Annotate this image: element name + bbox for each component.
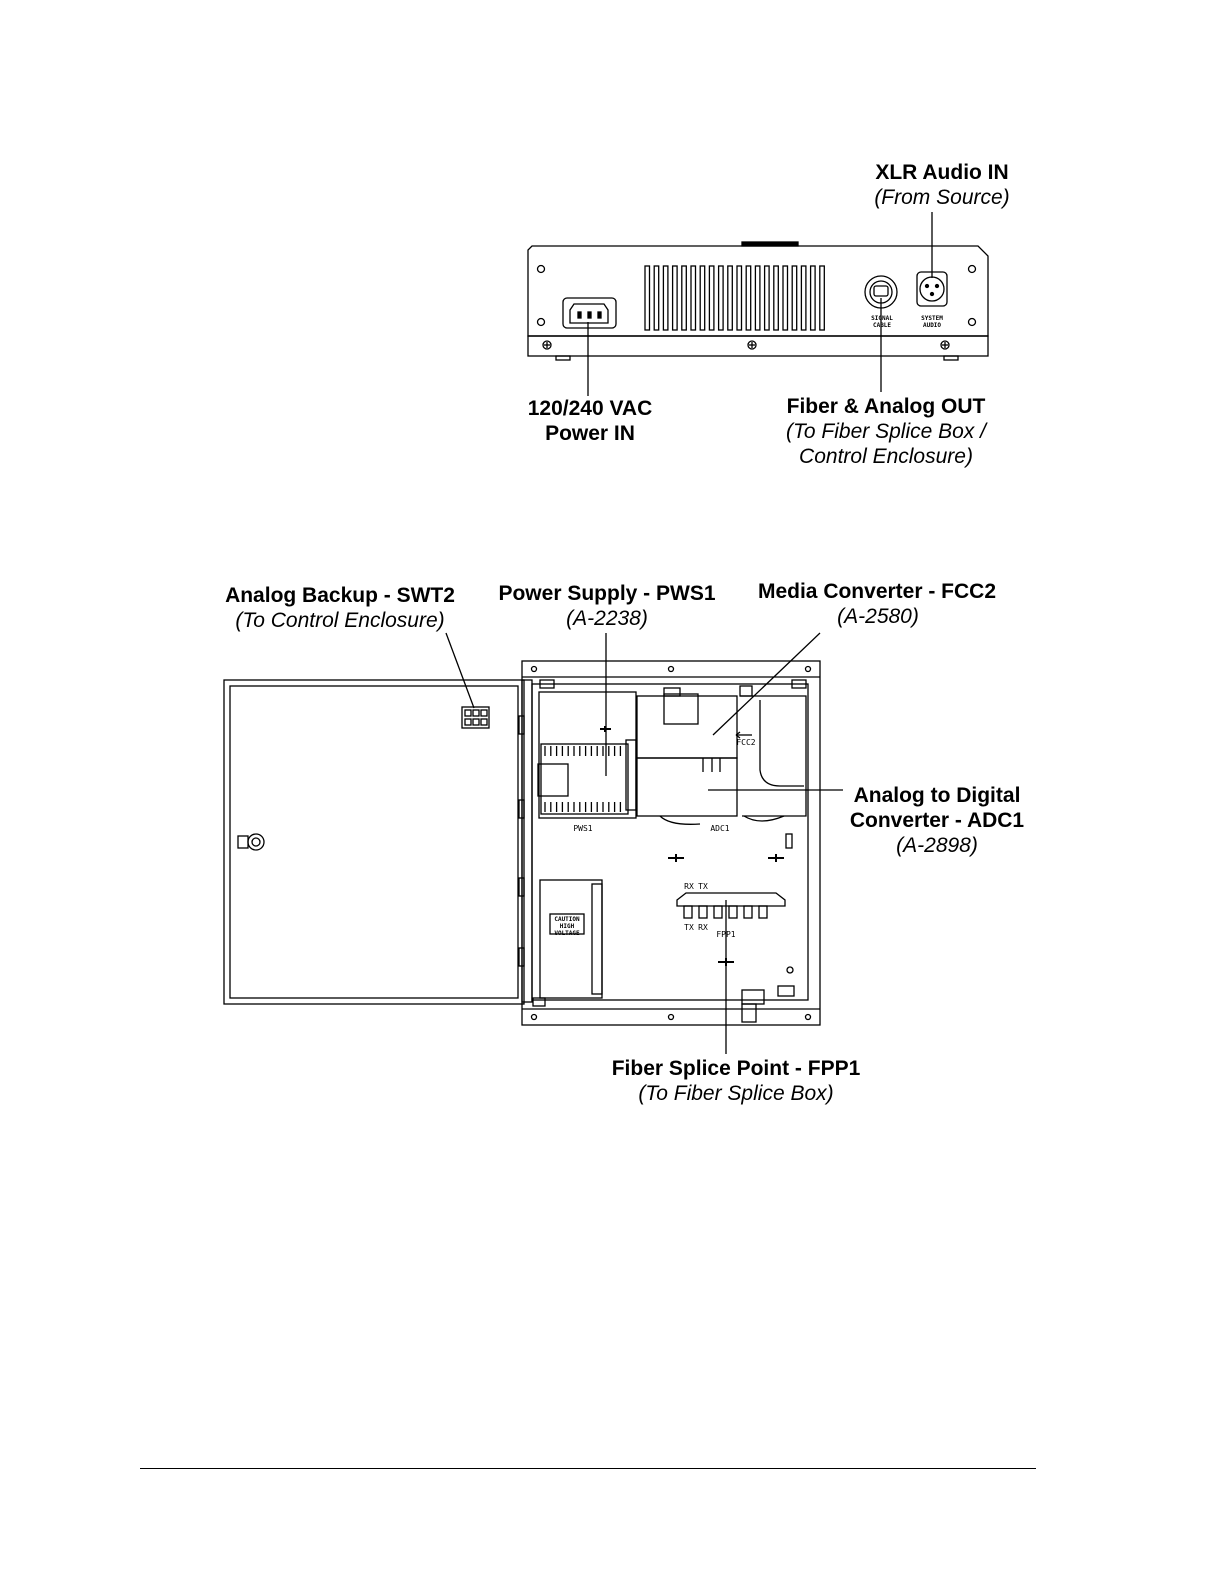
door-lock-icon — [238, 834, 264, 850]
vent-slot — [663, 266, 668, 330]
vent-slot — [691, 266, 696, 330]
vent-slot — [654, 266, 659, 330]
callout-power-in — [505, 396, 675, 446]
vent-slot — [755, 266, 760, 330]
fiber-port-icon — [744, 906, 752, 918]
svg-text:FPP1: FPP1 — [716, 930, 736, 939]
screw-icon — [969, 266, 976, 273]
hinge — [519, 680, 532, 1002]
fiber-port-icon — [699, 906, 707, 918]
screw-icon — [538, 319, 545, 326]
callout-subtitle: (From Source) — [874, 186, 1010, 210]
fiber-splice-point-fpp1 — [677, 893, 785, 918]
vent-slot — [645, 266, 650, 330]
callout-title: Media Converter - FCC2 — [757, 580, 997, 603]
callout-title: Fiber & Analog OUT — [786, 395, 986, 418]
media-converter-fcc2 — [637, 688, 752, 772]
svg-text:VOLTAGE: VOLTAGE — [554, 930, 580, 937]
vent-slot — [682, 266, 687, 330]
caution-module — [540, 880, 602, 998]
callout-xlr-audio-in — [862, 160, 1022, 210]
callout-fiber-splice-point-fpp1 — [596, 1056, 876, 1106]
adc-adc1 — [637, 758, 784, 824]
svg-text:CABLE: CABLE — [872, 322, 892, 329]
vent-slot — [801, 266, 806, 330]
callout-title: 120/240 VAC — [527, 397, 653, 420]
callout-subtitle: (To Fiber Splice Box) — [638, 1082, 834, 1106]
svg-text:ADC1: ADC1 — [710, 824, 730, 833]
enclosure-door — [224, 680, 524, 1004]
backup-switch-icon — [462, 707, 489, 728]
vent-slot — [783, 266, 788, 330]
vent-slots — [645, 266, 824, 330]
enclosure-body — [522, 661, 820, 1025]
svg-text:CAUTION: CAUTION — [554, 916, 580, 923]
svg-text:PWS1: PWS1 — [573, 824, 593, 833]
leader-line — [446, 633, 474, 708]
callout-power-supply-pws1 — [487, 581, 727, 631]
callout-subtitle: (A-2238) — [566, 607, 648, 631]
screw-icon — [969, 319, 976, 326]
power-inlet-icon — [563, 298, 616, 328]
svg-text:AUDIO: AUDIO — [922, 322, 942, 329]
svg-text:SIGNAL: SIGNAL — [871, 315, 893, 322]
callout-title: Power Supply - PWS1 — [498, 582, 716, 605]
screw-icon — [538, 266, 545, 273]
vent-slot — [820, 266, 825, 330]
svg-text:HIGH: HIGH — [559, 923, 575, 930]
svg-text:SYSTEM: SYSTEM — [921, 315, 943, 322]
callout-subtitle: (A-2580) — [837, 605, 919, 629]
svg-text:TX: TX — [698, 882, 708, 891]
vent-slot — [765, 266, 770, 330]
fiber-port-icon — [759, 906, 767, 918]
callout-media-converter-fcc2 — [746, 579, 1008, 629]
vent-slot — [737, 266, 742, 330]
svg-text:TX: TX — [684, 923, 694, 932]
svg-text:RX: RX — [698, 923, 708, 932]
vent-slot — [719, 266, 724, 330]
vent-slot — [709, 266, 714, 330]
callout-title: Fiber Splice Point - FPP1 — [611, 1057, 861, 1080]
vent-slot — [746, 266, 751, 330]
rear-panel — [528, 242, 988, 360]
vent-slot — [728, 266, 733, 330]
callout-analog-backup-swt2 — [212, 583, 468, 633]
callout-subtitle: (A-2898) — [896, 834, 978, 858]
callout-subtitle: (To Fiber Splice Box / — [786, 420, 986, 444]
callout-fiber-analog-out — [756, 394, 1016, 470]
vent-slot — [700, 266, 705, 330]
vent-slot — [673, 266, 678, 330]
callout-subtitle: (To Control Enclosure) — [235, 609, 445, 633]
vent-slot — [792, 266, 797, 330]
callout-subtitle-line2: Control Enclosure) — [799, 445, 973, 469]
callout-title: Analog to Digital — [853, 784, 1021, 807]
power-supply-pws1 — [538, 692, 636, 818]
svg-text:FCC2: FCC2 — [736, 738, 756, 747]
fiber-port-icon — [714, 906, 722, 918]
svg-text:RX: RX — [684, 882, 694, 891]
callout-title: XLR Audio IN — [875, 161, 1009, 184]
fiber-port-icon — [729, 906, 737, 918]
callout-title-line2: Converter - ADC1 — [849, 809, 1025, 833]
fiber-port-icon — [684, 906, 692, 918]
footer-rule — [140, 1468, 1036, 1469]
callout-title: Analog Backup - SWT2 — [225, 584, 455, 607]
vent-slot — [811, 266, 816, 330]
callout-title-line2: Power IN — [545, 422, 635, 446]
callout-adc1 — [842, 783, 1032, 859]
vent-slot — [774, 266, 779, 330]
